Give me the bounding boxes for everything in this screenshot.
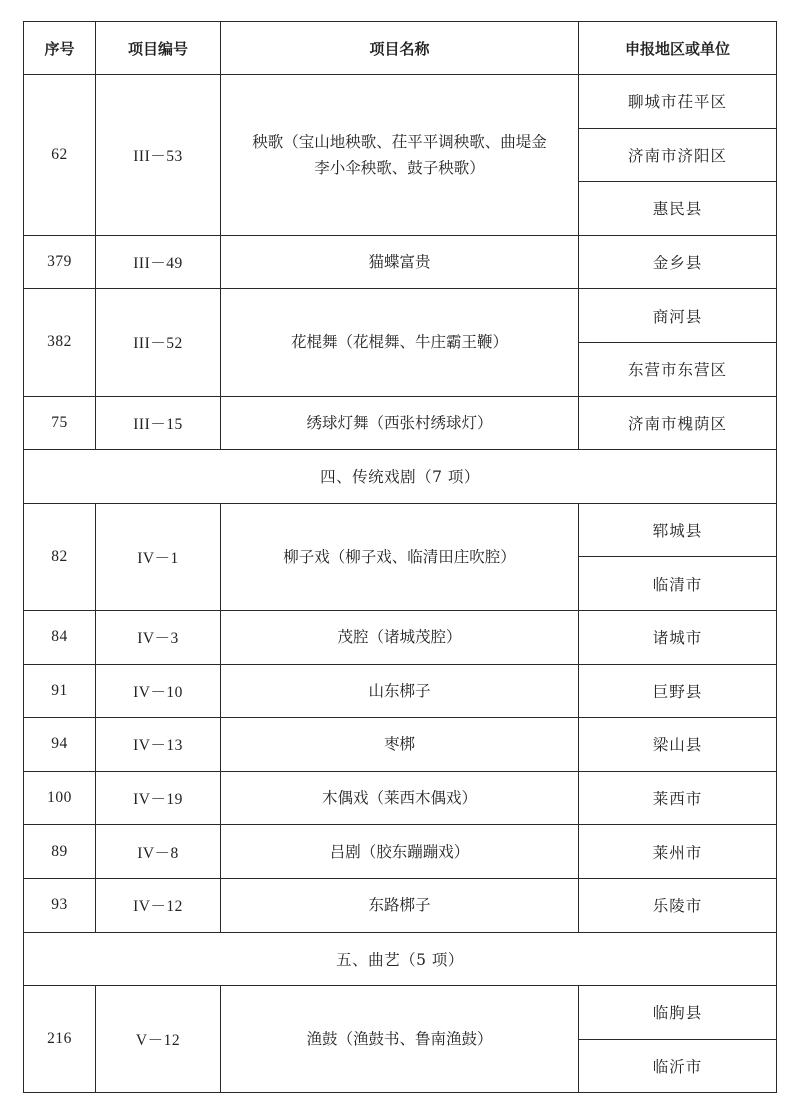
serial-number-cell: 84 [24,610,96,664]
region-cell: 莱西市 [579,771,777,825]
project-code-cell: IV－3 [96,610,221,664]
region-cell: 济南市济阳区 [579,128,777,182]
category-heading-folk-performing-arts: 五、曲艺（5 项） [24,932,777,986]
category-row [24,450,777,504]
region-cell: 临朐县 [579,986,777,1040]
table-row [24,503,777,557]
serial-number-cell: 82 [24,503,96,610]
serial-number-cell: 75 [24,396,96,450]
region-cell: 临清市 [579,557,777,611]
project-name-cell: 木偶戏（莱西木偶戏） [221,771,579,825]
table-row [24,718,777,772]
region-cell: 乐陵市 [579,878,777,932]
heritage-projects-table [23,21,777,1093]
project-name-cell: 猫蝶富贵 [221,235,579,289]
region-cell: 巨野县 [579,664,777,718]
project-code-cell: IV－12 [96,878,221,932]
serial-number-cell: 100 [24,771,96,825]
region-cell: 临沂市 [579,1039,777,1093]
project-name-cell: 茂腔（诸城茂腔） [221,610,579,664]
project-code-cell: V－12 [96,986,221,1093]
header-project-code: 项目编号 [96,22,221,75]
table-row [24,664,777,718]
table-row [24,75,777,129]
table-row [24,878,777,932]
project-name-cell [221,75,579,236]
region-cell: 东营市东营区 [579,342,777,396]
table-row [24,986,777,1040]
table-row [24,610,777,664]
table-row [24,825,777,879]
project-code-cell: IV－10 [96,664,221,718]
serial-number-cell: 91 [24,664,96,718]
project-name-cell: 柳子戏（柳子戏、临清田庄吹腔） [221,503,579,610]
serial-number-cell: 94 [24,718,96,772]
region-cell: 商河县 [579,289,777,343]
region-cell: 莱州市 [579,825,777,879]
serial-number-cell: 382 [24,289,96,396]
project-name-cell: 山东梆子 [221,664,579,718]
serial-number-cell: 62 [24,75,96,236]
project-name-text: 秧歌（宝山地秧歌、茌平平调秧歌、曲堤金李小伞秧歌、鼓子秧歌） [252,132,547,177]
region-cell: 梁山县 [579,718,777,772]
table-row [24,396,777,450]
project-code-cell: IV－13 [96,718,221,772]
table-row [24,771,777,825]
project-name-cell: 吕剧（胶东蹦蹦戏） [221,825,579,879]
header-region-or-unit: 申报地区或单位 [579,22,777,75]
serial-number-cell: 216 [24,986,96,1093]
region-cell: 诸城市 [579,610,777,664]
region-cell: 聊城市茌平区 [579,75,777,129]
project-code-cell: IV－19 [96,771,221,825]
project-code-cell: III－52 [96,289,221,396]
header-serial-number: 序号 [24,22,96,75]
serial-number-cell: 93 [24,878,96,932]
region-cell: 郓城县 [579,503,777,557]
serial-number-cell: 379 [24,235,96,289]
header-project-name: 项目名称 [221,22,579,75]
region-cell: 金乡县 [579,235,777,289]
project-name-cell: 花棍舞（花棍舞、牛庄霸王鞭） [221,289,579,396]
project-name-cell: 枣梆 [221,718,579,772]
project-name-cell: 东路梆子 [221,878,579,932]
project-code-cell: III－53 [96,75,221,236]
category-row [24,932,777,986]
region-cell: 济南市槐荫区 [579,396,777,450]
serial-number-cell: 89 [24,825,96,879]
project-code-cell: IV－8 [96,825,221,879]
project-code-cell: III－49 [96,235,221,289]
region-cell: 惠民县 [579,182,777,236]
table-row [24,289,777,343]
table-header-row [24,22,777,75]
project-code-cell: III－15 [96,396,221,450]
project-name-cell: 渔鼓（渔鼓书、鲁南渔鼓） [221,986,579,1093]
table-row [24,235,777,289]
category-heading-traditional-opera: 四、传统戏剧（7 项） [24,450,777,504]
project-code-cell: IV－1 [96,503,221,610]
project-name-cell: 绣球灯舞（西张村绣球灯） [221,396,579,450]
